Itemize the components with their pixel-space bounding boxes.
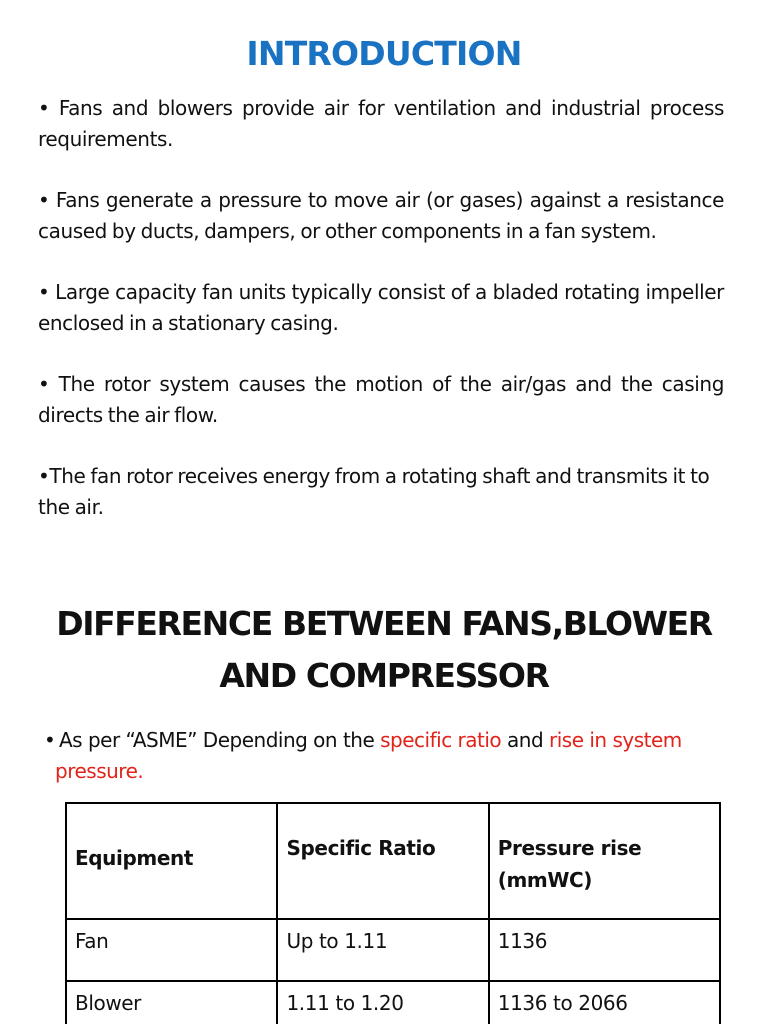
note-prefix: As per “ASME” Depending on the <box>59 728 381 752</box>
section-heading <box>0 598 768 702</box>
cell-specific-ratio: 1.11 to 1.20 <box>277 981 488 1024</box>
table-header-row <box>66 803 720 919</box>
intro-point-5: •The fan rotor receives energy from a rotating shaft and transmits it to the air. <box>38 464 710 519</box>
intro-point-1: • Fans and blowers provide air for ventilation and industrial process requirements. <box>38 96 724 151</box>
note-bullet: • <box>44 728 56 752</box>
table-row <box>66 981 720 1024</box>
cell-pressure-rise: 1136 <box>489 919 720 981</box>
section-heading-line-1: DIFFERENCE BETWEEN FANS,BLOWER <box>56 604 712 643</box>
note-connector: and <box>501 728 550 752</box>
table-row <box>66 919 720 981</box>
intro-bullet-list <box>38 93 724 553</box>
header-pressure-rise <box>489 803 720 919</box>
header-pressure-unit: (mmWC) <box>497 868 593 892</box>
header-specific-ratio-label: Specific Ratio <box>286 836 436 860</box>
note-highlight-pressure: pressure. <box>55 759 144 783</box>
note-highlight-specific-ratio: specific ratio <box>380 728 502 752</box>
header-equipment <box>66 803 277 919</box>
header-pressure-rise-label: Pressure rise <box>497 836 642 860</box>
comparison-table <box>65 802 721 1024</box>
intro-point-2: • Fans generate a pressure to move air (or gases) against a resistance caused by ducts, dampers, or other components in a fan system. <box>38 188 724 243</box>
cell-equipment: Blower <box>66 981 277 1024</box>
section-heading-line-2: AND COMPRESSOR <box>219 656 549 695</box>
page-title: INTRODUCTION <box>246 34 522 73</box>
intro-point-4: • The rotor system causes the motion of the air/gas and the casing directs the air flow. <box>38 372 724 427</box>
asme-note <box>44 725 744 787</box>
cell-pressure-rise: 1136 to 2066 <box>489 981 720 1024</box>
header-specific-ratio <box>277 803 488 919</box>
cell-specific-ratio: Up to 1.11 <box>277 919 488 981</box>
intro-point-3: • Large capacity fan units typically consist of a bladed rotating impeller enclosed in a stationary casing. <box>38 280 724 335</box>
header-equipment-label: Equipment <box>75 846 193 870</box>
note-highlight-rise: rise in system <box>549 728 682 752</box>
cell-equipment: Fan <box>66 919 277 981</box>
